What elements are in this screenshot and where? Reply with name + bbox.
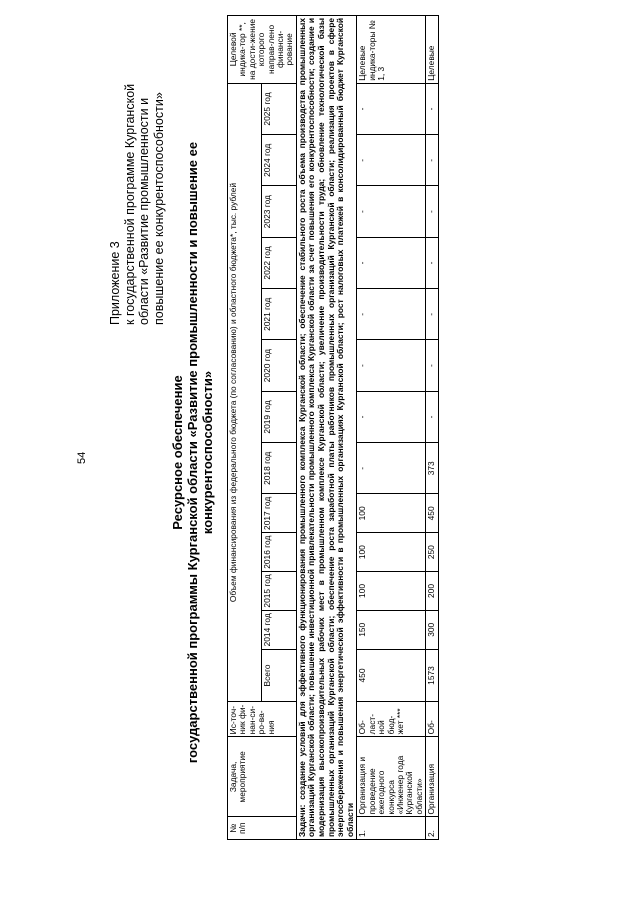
appendix-note bbox=[108, 84, 166, 325]
row-name: Организация bbox=[426, 737, 438, 817]
row-indicator: Целевые индика-торы № 1, 3 bbox=[357, 16, 426, 84]
header-year: 2018 год bbox=[262, 443, 296, 494]
header-year: 2019 год bbox=[262, 391, 296, 442]
title-line: государственной программы Курганской области «Развитие промышленности и повышение ее bbox=[185, 141, 200, 764]
header-year: 2022 год bbox=[262, 237, 296, 288]
row-value: 100 bbox=[357, 533, 426, 572]
table-row bbox=[426, 16, 438, 840]
row-value: - bbox=[426, 135, 438, 186]
row-value: - bbox=[426, 83, 438, 134]
resource-table bbox=[227, 15, 439, 840]
row-value: - bbox=[357, 443, 426, 494]
header-task: Задача, мероприятие bbox=[228, 737, 297, 817]
header-total: Всего bbox=[262, 649, 296, 702]
appendix-line: к государственной программе Курганской bbox=[122, 83, 137, 325]
row-total: 1573 bbox=[426, 649, 438, 702]
row-source: Об-ласт-ной бюд-жет *** bbox=[357, 702, 426, 737]
row-value: 100 bbox=[357, 572, 426, 611]
row-value: 100 bbox=[357, 494, 426, 533]
tasks-text: Задачи: создание условий для эффективного функционирования промышленного комплекса Курганской области; обеспечение стабильного роста объема производства промышленных организаций Курганской области; повышение инвестиционной привлекательности промышленного комплекса Курганской области за счет повышения его конкурентоспособности; создание и модернизация высокопроизводительных рабочих мест в промышленном комплексе Курганской области; увеличение производительности труда; обновление технологической базы промышленных организаций Курганской области; обеспечение роста заработной платы работников промышленных организаций Курганской области; реализация проектов в сфере энергосбережения и повышения энергетической эффективности в промышленных организациях Курганской области; рост налоговых платежей в консолидированный бюджет Курганской области bbox=[296, 16, 357, 840]
row-value: - bbox=[357, 186, 426, 237]
row-value: - bbox=[426, 340, 438, 391]
header-row bbox=[228, 16, 262, 840]
page-number: 54 bbox=[76, 451, 88, 464]
header-year: 2016 год bbox=[262, 533, 296, 572]
row-num: 2. bbox=[426, 817, 438, 840]
row-num: 1. bbox=[357, 817, 426, 840]
row-value: - bbox=[426, 186, 438, 237]
row-value: 373 bbox=[426, 443, 438, 494]
row-value: - bbox=[426, 289, 438, 340]
row-value: - bbox=[426, 237, 438, 288]
tasks-row bbox=[296, 16, 357, 840]
header-year: 2024 год bbox=[262, 135, 296, 186]
header-year: 2025 год bbox=[262, 83, 296, 134]
title-line: Ресурсное обеспечение bbox=[170, 375, 185, 530]
header-year: 2020 год bbox=[262, 340, 296, 391]
header-year: 2021 год bbox=[262, 289, 296, 340]
header-indicator: Целевой индика-тор **, на дости-жение которого направ-лено финанси-рование bbox=[228, 16, 297, 84]
header-year: 2014 год bbox=[262, 610, 296, 649]
row-value: - bbox=[357, 237, 426, 288]
row-value: - bbox=[357, 289, 426, 340]
row-total: 450 bbox=[357, 649, 426, 702]
row-value: 250 bbox=[426, 533, 438, 572]
row-source: Об- bbox=[426, 702, 438, 737]
appendix-line: области «Развитие промышленности и bbox=[137, 97, 151, 325]
header-year: 2017 год bbox=[262, 494, 296, 533]
header-num: № п/п bbox=[228, 817, 297, 840]
row-value: - bbox=[357, 391, 426, 442]
header-source: Ис-точ-ник фи-нан-си-ро-ва-ния bbox=[228, 702, 297, 737]
row-name: Организация и проведение ежегодного конкурса «Инженер года Курганской области» bbox=[357, 737, 426, 817]
row-value: - bbox=[357, 340, 426, 391]
row-value: 150 bbox=[357, 610, 426, 649]
header-funding: Объем финансирования из федерального бюджета (по согласованию) и областного бюджета*, тыс. рублей bbox=[228, 83, 262, 702]
row-value: - bbox=[426, 391, 438, 442]
row-value: 300 bbox=[426, 610, 438, 649]
appendix-line: повышение ее конкурентоспособности» bbox=[151, 92, 166, 325]
title-line: конкурентоспособности» bbox=[200, 370, 215, 535]
header-year: 2015 год bbox=[262, 572, 296, 611]
row-value: 200 bbox=[426, 572, 438, 611]
row-value: - bbox=[357, 83, 426, 134]
row-value: - bbox=[357, 135, 426, 186]
header-year: 2023 год bbox=[262, 186, 296, 237]
row-indicator: Целевые bbox=[426, 16, 438, 84]
document-title bbox=[170, 90, 215, 815]
appendix-line: Приложение 3 bbox=[108, 241, 122, 325]
table-row bbox=[357, 16, 426, 840]
row-value: 450 bbox=[426, 494, 438, 533]
